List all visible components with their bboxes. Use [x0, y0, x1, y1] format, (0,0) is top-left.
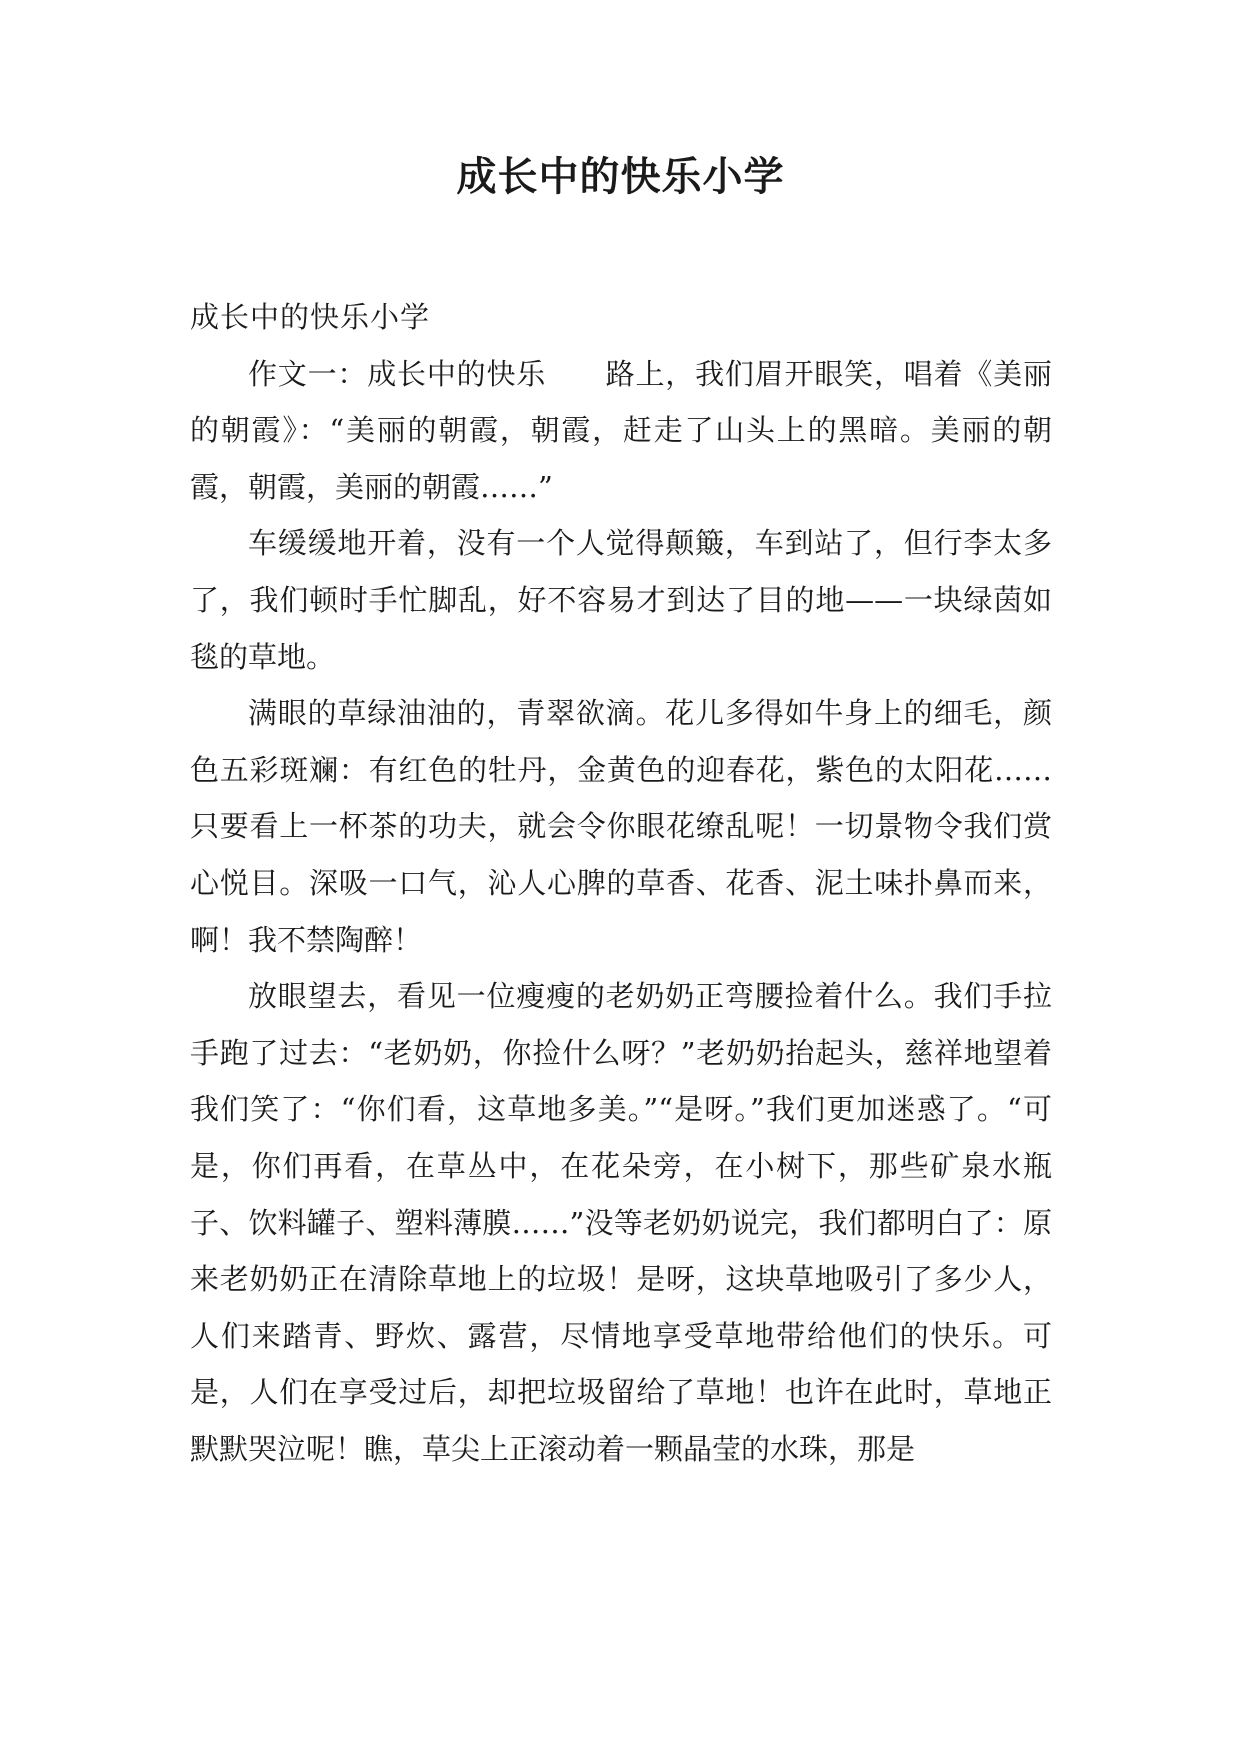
paragraph: 车缓缓地开着，没有一个人觉得颠簸，车到站了，但行李太多了，我们顿时手忙脚乱，好不容易才到达了目的地——一块绿茵如毯的草地。	[190, 526, 1052, 674]
paragraph: 放眼望去，看见一位瘦瘦的老奶奶正弯腰捡着什么。我们手拉手跑了过去：“老奶奶，你捡什么呀？”老奶奶抬起头，慈祥地望着我们笑了：“你们看，这草地多美。”“是呀。”我们更加迷惑了。“可是，你们再看，在草丛中，在花朵旁，在小树下，那些矿泉水瓶子、饮料罐子、塑料薄膜……”没等老奶奶说完，我们都明白了：原来老奶奶正在清除草地上的垃圾！是呀，这块草地吸引了多少人，人们来踏青、野炊、露营，尽情地享受草地带给他们的快乐。可是，人们在享受过后，却把垃圾留给了草地！也许在此时，草地正默默哭泣呢！瞧，草尖上正滚动着一颗晶莹的水珠，那是	[190, 979, 1052, 1466]
paragraph: 满眼的草绿油油的，青翠欲滴。花儿多得如牛身上的细毛，颜色五彩斑斓：有红色的牡丹，金黄色的迎春花，紫色的太阳花……只要看上一杯茶的功夫，就会令你眼花缭乱呢！一切景物令我们赏心悦目。深吸一口气，沁人心脾的草香、花香、泥土味扑鼻而来，啊！我不禁陶醉！	[190, 696, 1052, 957]
document-subtitle: 成长中的快乐小学	[190, 300, 431, 334]
document-body	[190, 289, 1052, 1477]
paragraph: 作文一：成长中的快乐 路上，我们眉开眼笑，唱着《美丽的朝霞》：“美丽的朝霞，朝霞，赶走了山头上的黑暗。美丽的朝霞，朝霞，美丽的朝霞……”	[190, 356, 1052, 504]
document-title: 成长中的快乐小学	[456, 154, 785, 200]
